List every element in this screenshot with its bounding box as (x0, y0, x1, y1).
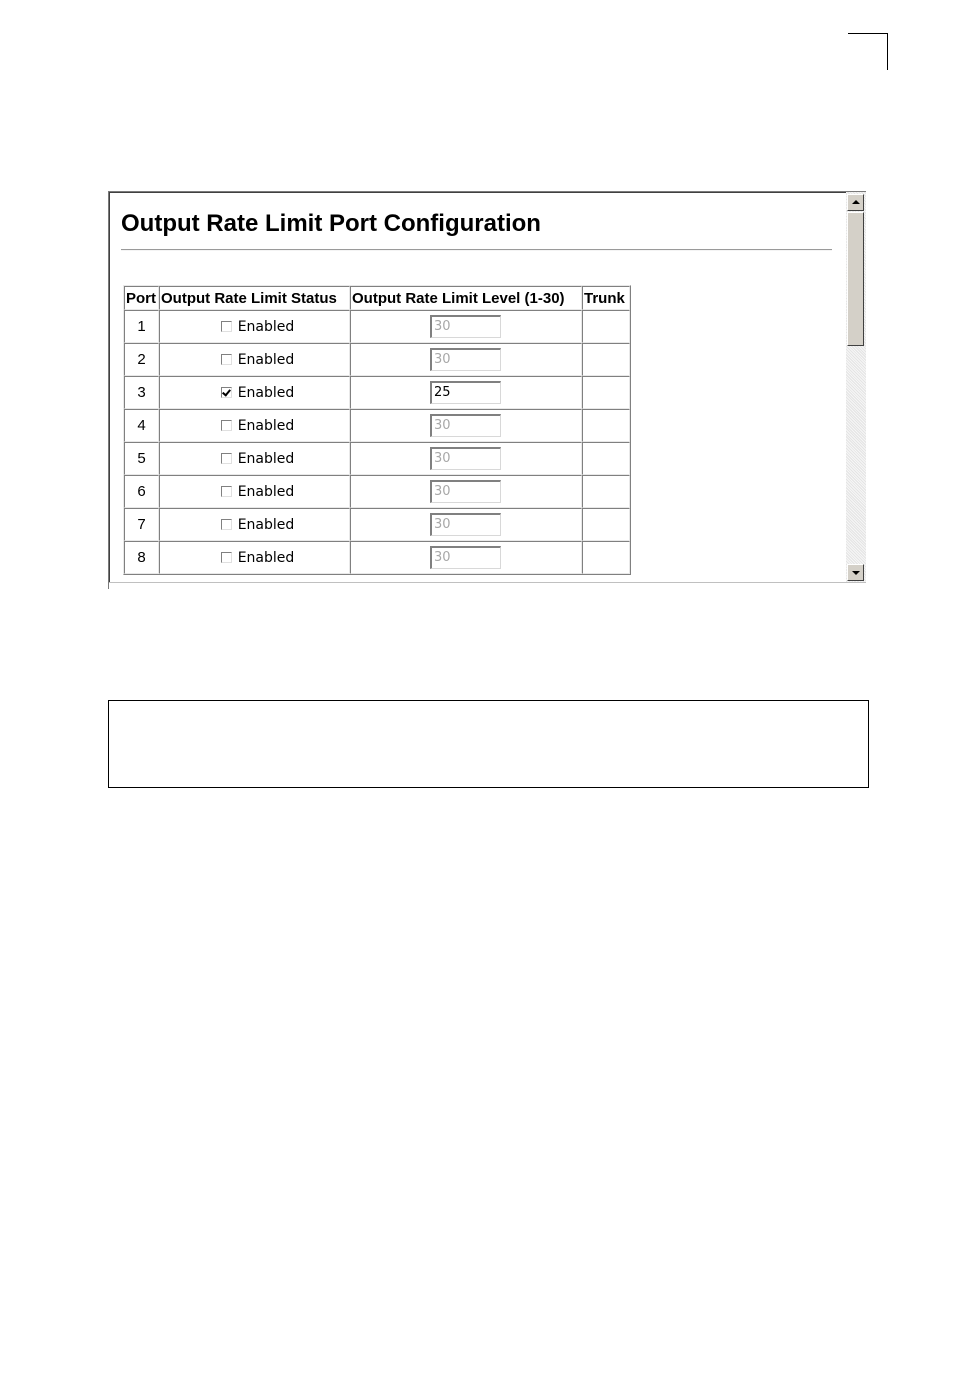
scrollbar-thumb[interactable] (847, 212, 864, 346)
status-cell (159, 541, 350, 574)
level-cell (350, 442, 582, 475)
status-cell (159, 475, 350, 508)
enabled-checkbox[interactable] (221, 486, 232, 497)
status-control[interactable] (160, 517, 349, 533)
port-number: 4 (124, 409, 159, 442)
level-cell (350, 409, 582, 442)
port-number: 7 (124, 508, 159, 541)
scroll-up-arrow-icon (852, 200, 860, 204)
enabled-label: Enabled (237, 417, 295, 434)
enabled-label: Enabled (237, 549, 295, 566)
rate-level-input[interactable]: 30 (430, 546, 501, 569)
enabled-label: Enabled (237, 450, 295, 467)
enabled-checkbox[interactable] (221, 519, 232, 530)
rate-level-input[interactable]: 30 (430, 348, 501, 371)
status-cell (159, 376, 350, 409)
header-status: Output Rate Limit Status (159, 286, 350, 310)
table-row (124, 343, 630, 376)
status-control[interactable] (160, 550, 349, 566)
table-header-row (124, 286, 630, 310)
table-row (124, 475, 630, 508)
table-row (124, 310, 630, 343)
crop-mark-horizontal (848, 33, 888, 34)
enabled-checkbox[interactable] (221, 552, 232, 563)
port-config-table (123, 285, 631, 575)
enabled-label: Enabled (237, 318, 295, 335)
table-body (124, 310, 630, 574)
table-row (124, 376, 630, 409)
trunk-cell (582, 376, 630, 409)
enabled-checkbox[interactable] (221, 387, 232, 398)
status-cell (159, 442, 350, 475)
port-number: 1 (124, 310, 159, 343)
enabled-checkbox[interactable] (221, 354, 232, 365)
status-cell (159, 310, 350, 343)
header-trunk: Trunk (582, 286, 630, 310)
enabled-label: Enabled (237, 384, 295, 401)
status-cell (159, 343, 350, 376)
port-number: 2 (124, 343, 159, 376)
window-border-left (109, 192, 110, 589)
scroll-down-button[interactable] (847, 564, 864, 581)
note-box (108, 700, 869, 788)
window-border-top (109, 192, 866, 193)
enabled-checkbox[interactable] (221, 420, 232, 431)
port-number: 3 (124, 376, 159, 409)
trunk-cell (582, 343, 630, 376)
trunk-cell (582, 409, 630, 442)
scroll-down-arrow-icon (852, 571, 860, 575)
port-number: 6 (124, 475, 159, 508)
header-level: Output Rate Limit Level (1-30) (350, 286, 582, 310)
level-cell (350, 475, 582, 508)
trunk-cell (582, 508, 630, 541)
status-cell (159, 409, 350, 442)
header-port: Port (124, 286, 159, 310)
status-control[interactable] (160, 385, 349, 401)
enabled-checkbox[interactable] (221, 453, 232, 464)
table-row (124, 508, 630, 541)
table-row (124, 409, 630, 442)
trunk-cell (582, 541, 630, 574)
level-cell (350, 508, 582, 541)
status-control[interactable] (160, 319, 349, 335)
enabled-label: Enabled (237, 351, 295, 368)
scroll-up-button[interactable] (847, 194, 864, 211)
status-control[interactable] (160, 451, 349, 467)
screenshot-window (108, 191, 866, 589)
level-cell (350, 376, 582, 409)
page-title: Output Rate Limit Port Configuration (121, 210, 541, 237)
enabled-label: Enabled (237, 516, 295, 533)
status-cell (159, 508, 350, 541)
level-cell (350, 541, 582, 574)
rate-level-input[interactable]: 30 (430, 480, 501, 503)
enabled-label: Enabled (237, 483, 295, 500)
enabled-checkbox[interactable] (221, 321, 232, 332)
level-cell (350, 310, 582, 343)
rate-level-input[interactable]: 30 (430, 447, 501, 470)
status-control[interactable] (160, 484, 349, 500)
vertical-scrollbar[interactable] (846, 192, 866, 583)
port-number: 5 (124, 442, 159, 475)
trunk-cell (582, 475, 630, 508)
status-control[interactable] (160, 352, 349, 368)
rate-level-input[interactable]: 25 (430, 381, 501, 404)
level-cell (350, 343, 582, 376)
window-bottom-edge (109, 582, 866, 589)
crop-mark-vertical (887, 33, 888, 70)
rate-level-input[interactable]: 30 (430, 414, 501, 437)
trunk-cell (582, 310, 630, 343)
rate-level-input[interactable]: 30 (430, 513, 501, 536)
port-number: 8 (124, 541, 159, 574)
trunk-cell (582, 442, 630, 475)
status-control[interactable] (160, 418, 349, 434)
table-row (124, 541, 630, 574)
table-row (124, 442, 630, 475)
title-divider (121, 249, 832, 251)
rate-level-input[interactable]: 30 (430, 315, 501, 338)
